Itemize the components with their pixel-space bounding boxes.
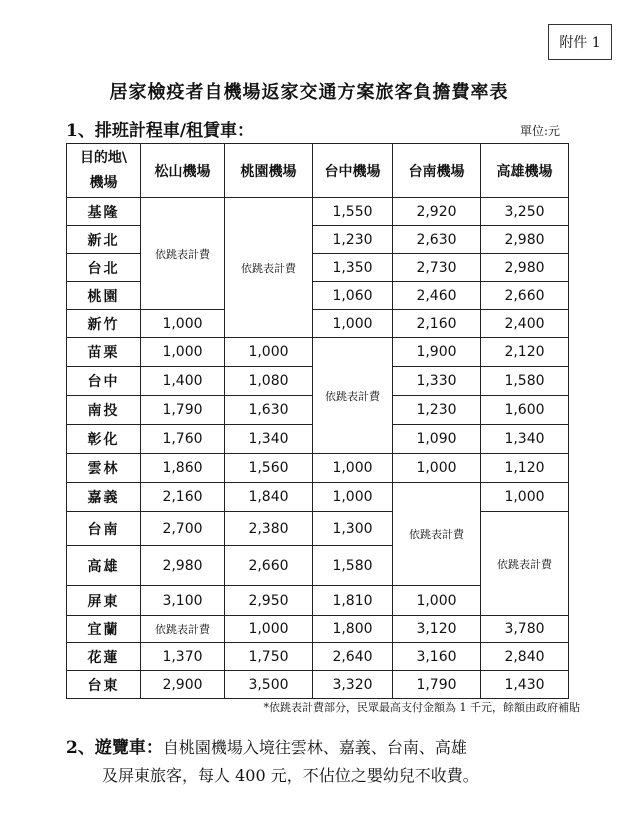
fare-cell: 1,230	[393, 396, 481, 425]
meter-fare-taoyuan-north: 依跳表計費	[225, 198, 313, 338]
fare-cell: 1,080	[225, 367, 313, 396]
fare-cell: 1,000	[141, 338, 225, 367]
table-row	[67, 643, 569, 671]
fare-cell: 1,630	[225, 396, 313, 425]
row-city: 苗栗	[67, 338, 141, 367]
table-row	[67, 671, 569, 699]
fare-cell: 3,250	[481, 198, 569, 226]
fare-cell: 2,920	[393, 198, 481, 226]
fare-cell: 3,320	[313, 671, 393, 699]
fare-cell: 2,160	[393, 310, 481, 338]
row-city: 宜蘭	[67, 616, 141, 643]
fare-cell: 2,730	[393, 254, 481, 282]
fare-cell: 2,660	[481, 282, 569, 310]
section2-text-1: 自桃園機場入境往雲林、嘉義、台南、高雄	[162, 738, 467, 757]
fare-cell: 2,380	[225, 512, 313, 546]
section2-line2: 及屏東旅客，每人 400 元，不佔位之嬰幼兒不收費。	[102, 766, 479, 785]
fare-cell: 1,350	[313, 254, 393, 282]
fare-cell: 2,460	[393, 282, 481, 310]
table-row	[67, 483, 569, 512]
unit-label: 單位:元	[520, 124, 561, 138]
fare-cell: 2,660	[225, 546, 313, 586]
fare-cell: 2,980	[481, 226, 569, 254]
row-city: 新北	[67, 226, 141, 254]
row-city: 彰化	[67, 425, 141, 454]
fare-cell: 2,950	[225, 586, 313, 616]
row-city: 台東	[67, 671, 141, 699]
fare-table	[66, 143, 569, 699]
header-tainan: 台南機場	[393, 144, 481, 198]
fare-cell: 1,580	[313, 546, 393, 586]
fare-cell: 1,000	[313, 483, 393, 512]
fare-cell: 3,120	[393, 616, 481, 643]
fare-cell: 1,000	[141, 310, 225, 338]
table-row	[67, 310, 569, 338]
row-city: 屏東	[67, 586, 141, 616]
table-row	[67, 512, 569, 546]
fare-cell: 1,060	[313, 282, 393, 310]
meter-fare-songshan-yilan: 依跳表計費	[141, 616, 225, 643]
fare-cell: 1,580	[481, 367, 569, 396]
section2-line1	[66, 734, 479, 762]
corner-destination-label: 目的地\	[79, 149, 128, 166]
fare-cell: 1,790	[393, 671, 481, 699]
fare-cell: 1,370	[141, 643, 225, 671]
fare-cell: 1,340	[481, 425, 569, 454]
header-songshan: 松山機場	[141, 144, 225, 198]
fare-cell: 1,800	[313, 616, 393, 643]
fare-cell: 2,980	[141, 546, 225, 586]
fare-cell: 1,120	[481, 454, 569, 483]
fare-cell: 1,000	[393, 454, 481, 483]
fare-cell: 1,600	[481, 396, 569, 425]
fare-cell: 1,300	[313, 512, 393, 546]
fare-cell: 1,560	[225, 454, 313, 483]
fare-cell: 1,430	[481, 671, 569, 699]
row-city: 基隆	[67, 198, 141, 226]
fare-cell: 3,780	[481, 616, 569, 643]
fare-cell: 3,100	[141, 586, 225, 616]
row-city: 嘉義	[67, 483, 141, 512]
fare-cell: 2,630	[393, 226, 481, 254]
row-city: 新竹	[67, 310, 141, 338]
fare-cell: 2,640	[313, 643, 393, 671]
header-taichung: 台中機場	[313, 144, 393, 198]
fare-cell: 1,790	[141, 396, 225, 425]
fare-cell: 1,340	[225, 425, 313, 454]
fare-cell: 1,000	[393, 586, 481, 616]
fare-cell: 1,750	[225, 643, 313, 671]
header-taoyuan: 桃園機場	[225, 144, 313, 198]
header-kaohsiung: 高雄機場	[481, 144, 569, 198]
table-row	[67, 198, 569, 226]
fare-cell: 2,700	[141, 512, 225, 546]
fare-cell: 1,810	[313, 586, 393, 616]
fare-cell: 1,760	[141, 425, 225, 454]
fare-cell: 1,860	[141, 454, 225, 483]
corner-airport-label: 機場	[89, 174, 118, 191]
row-city: 台北	[67, 254, 141, 282]
fare-cell: 3,160	[393, 643, 481, 671]
table-row	[67, 454, 569, 483]
row-city: 花蓮	[67, 643, 141, 671]
page-title: 居家檢疫者自機場返家交通方案旅客負擔費率表	[109, 82, 509, 103]
fare-cell: 1,000	[313, 310, 393, 338]
table-row	[67, 616, 569, 643]
meter-fare-taichung-central: 依跳表計費	[313, 338, 393, 454]
meter-fare-songshan-north: 依跳表計費	[141, 198, 225, 310]
fare-cell: 1,550	[313, 198, 393, 226]
fare-cell: 1,000	[225, 338, 313, 367]
row-city: 南投	[67, 396, 141, 425]
footnote: *依跳表計費部分，民眾最高支付金額為 1 千元，餘額由政府補貼	[263, 701, 580, 714]
row-city: 桃園	[67, 282, 141, 310]
corner-header	[67, 144, 141, 198]
fare-cell: 1,330	[393, 367, 481, 396]
row-city: 台中	[67, 367, 141, 396]
row-city: 雲林	[67, 454, 141, 483]
table-row	[67, 338, 569, 367]
fare-cell: 1,090	[393, 425, 481, 454]
fare-cell: 2,400	[481, 310, 569, 338]
fare-cell: 3,500	[225, 671, 313, 699]
section2	[66, 734, 479, 790]
fare-cell: 1,000	[313, 454, 393, 483]
fare-cell: 1,900	[393, 338, 481, 367]
section2-heading: 2、遊覽車：	[66, 738, 163, 758]
fare-cell: 2,160	[141, 483, 225, 512]
attachment-label: 附件 1	[548, 24, 612, 60]
fare-cell: 2,980	[481, 254, 569, 282]
row-city: 高雄	[67, 546, 141, 586]
meter-fare-kaohsiung-south: 依跳表計費	[481, 512, 569, 616]
fare-cell: 2,840	[481, 643, 569, 671]
fare-cell: 1,400	[141, 367, 225, 396]
fare-cell: 1,840	[225, 483, 313, 512]
table-header-row	[67, 144, 569, 198]
meter-fare-tainan-south: 依跳表計費	[393, 483, 481, 586]
section1-heading: 1、排班計程車/租賃車：	[66, 121, 255, 141]
fare-cell: 1,230	[313, 226, 393, 254]
fare-cell: 2,120	[481, 338, 569, 367]
fare-cell: 1,000	[481, 483, 569, 512]
fare-cell: 2,900	[141, 671, 225, 699]
row-city: 台南	[67, 512, 141, 546]
fare-cell: 1,000	[225, 616, 313, 643]
